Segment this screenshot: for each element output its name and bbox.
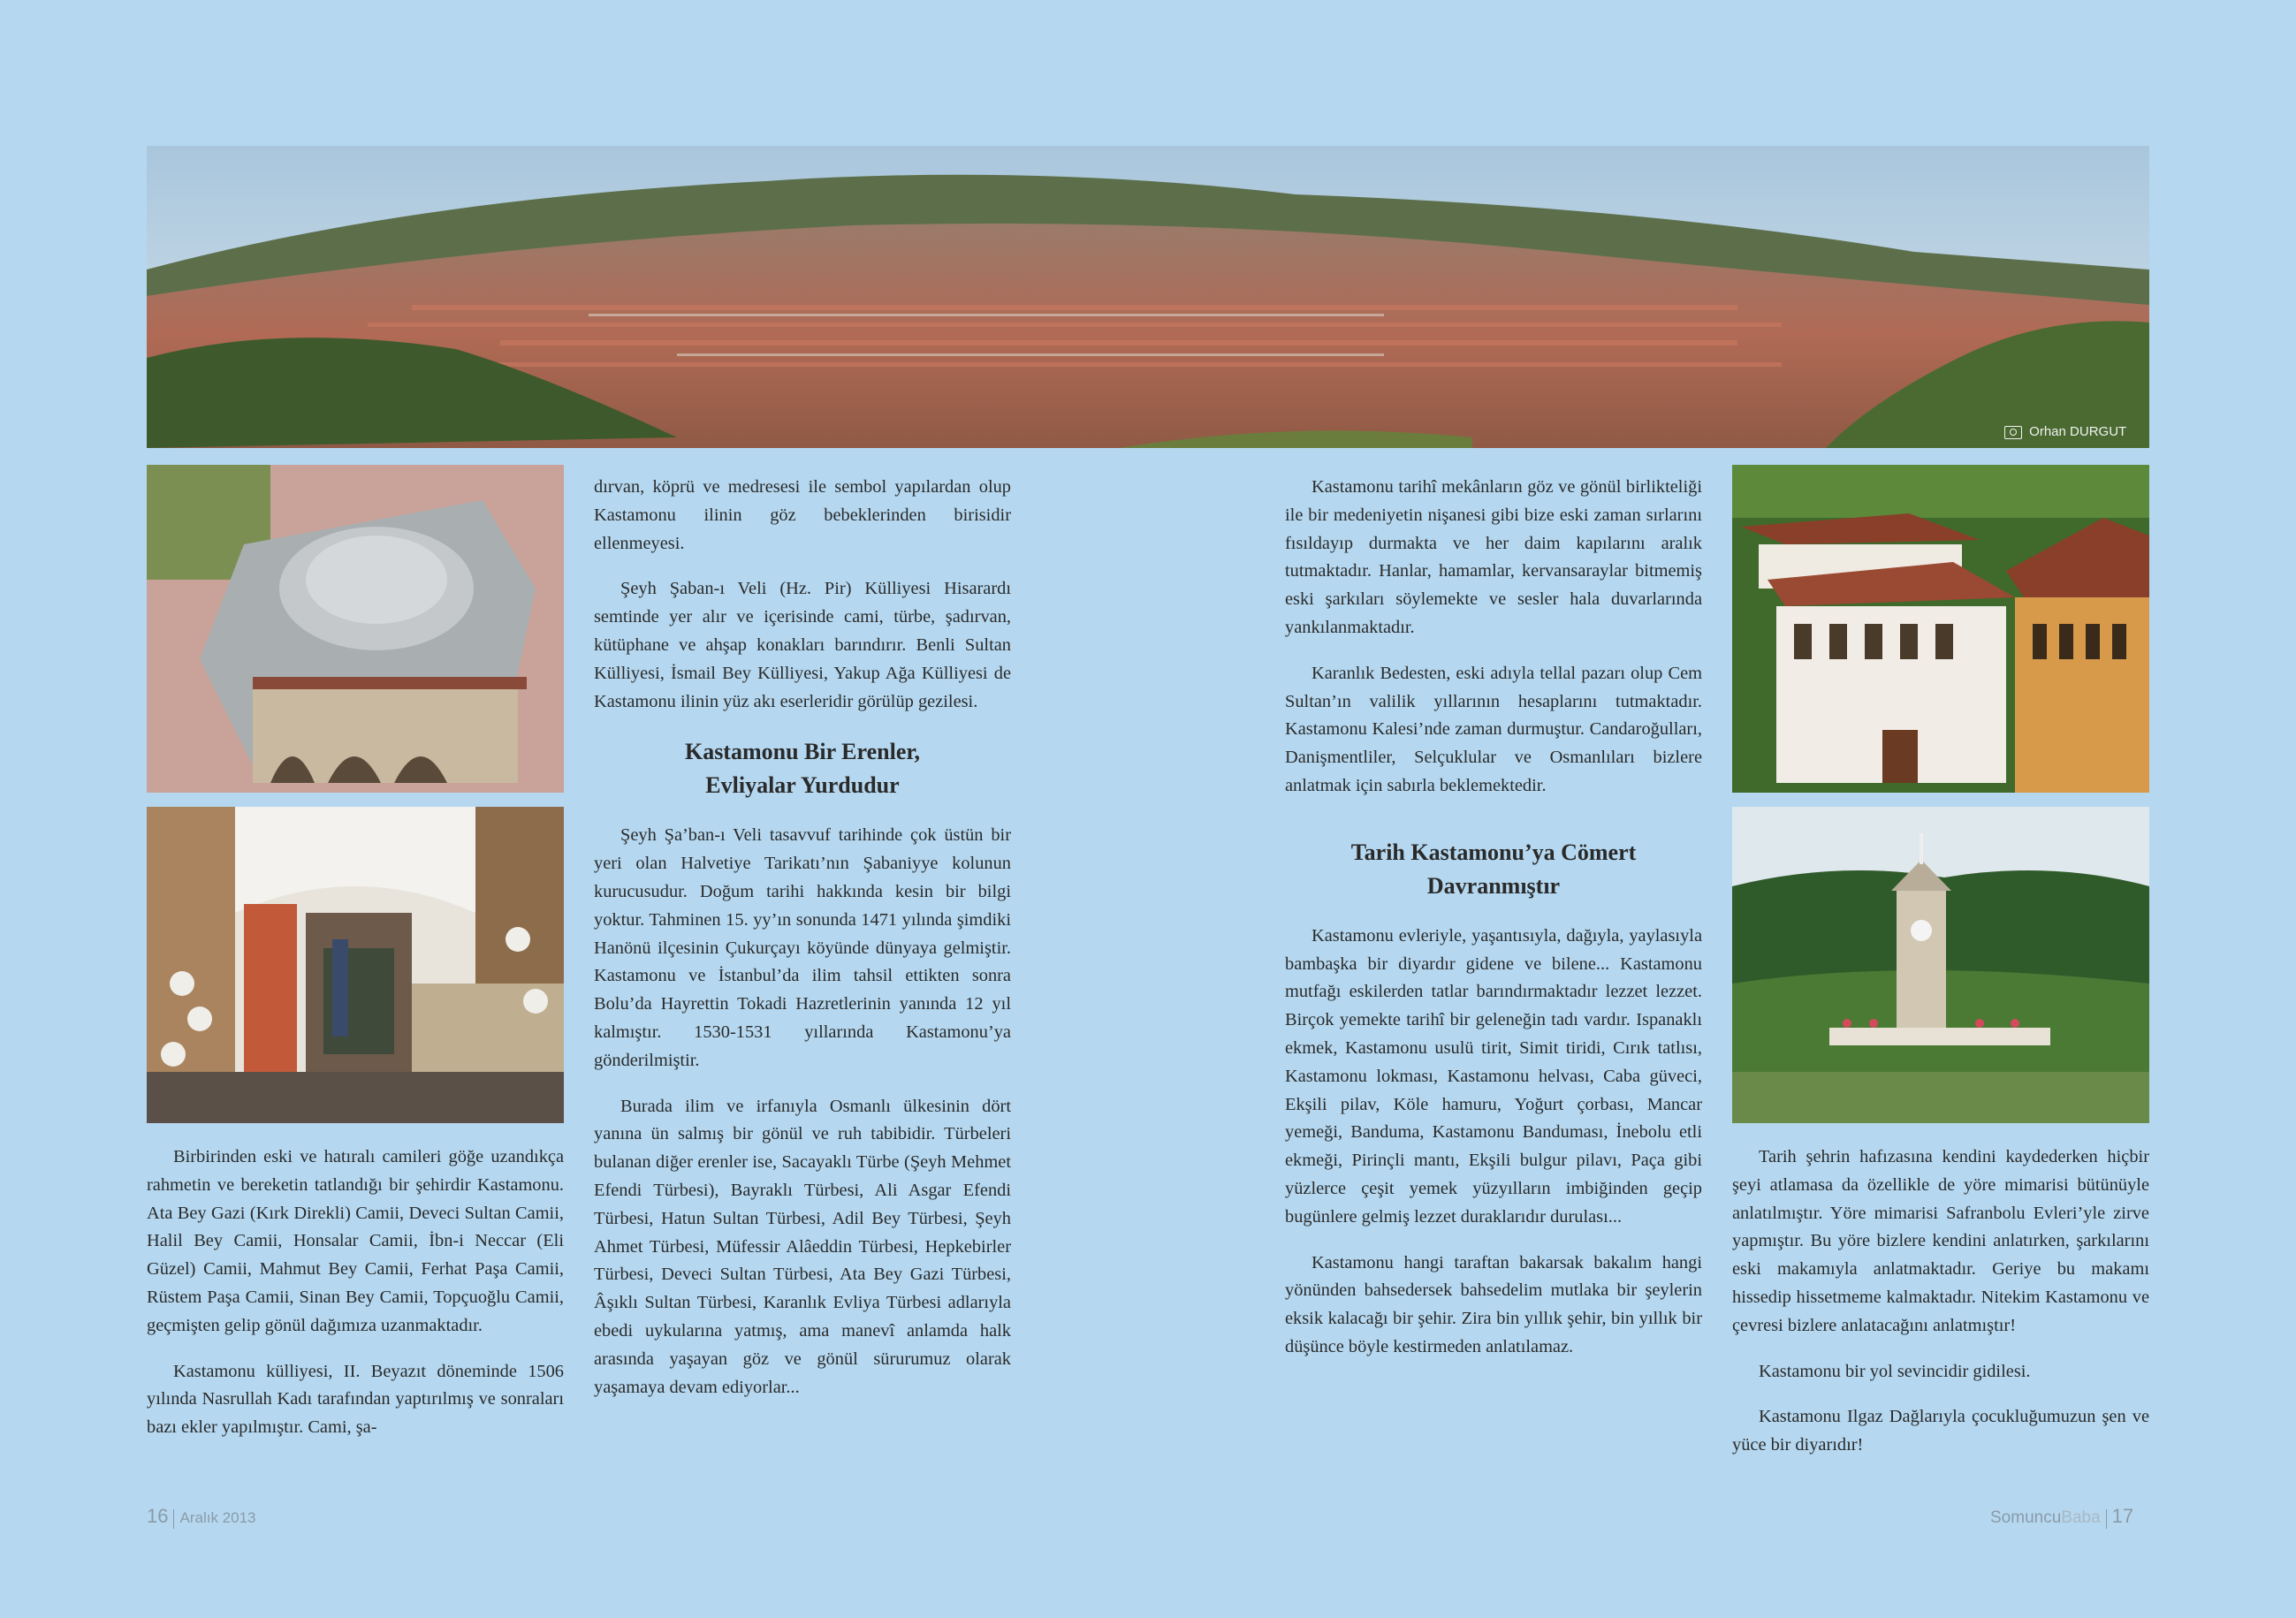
page-number: 17 bbox=[2111, 1505, 2134, 1527]
clock-tower-photo bbox=[1732, 807, 2149, 1123]
paragraph: Kastamonu tarihî mekânların göz ve gönül birlikteliği ile bir medeniyetin nişanesi gibi bize eski zaman sırlarını fısıldayıp durmakta ve her daim kapılarını aralık tutmaktadır. Hanlar, hamamlar, kervansaraylar bitmemiş eski şarkıları söylemekte ve sesler hala duvarlarında yankılanmaktadır. bbox=[1285, 477, 1702, 637]
paragraph: Kastamonu evleriyle, yaşantısıyla, dağıyla, yaylasıyla bambaşka bir diyardır gidene ve bilene... Kastamonu mutfağı eskilerden tatlar barındırmaktadır lezzet lezzet. Birçok yemekte tarihî bir geleneğin tadı vardır. Ispanaklı ekmek, Kastamonu usulü tirit, Simit tiridi, Cırık tatlısı, Kastamonu lokması, Kastamonu helvası, Caba güveci, Ekşili pilav, Köle hamuru, Yoğurt çorbası, Mancar yemeği, Banduma, Kastamonu Banduması, İnebolu etli ekmeği, Pirinçli mantı, Ekşili bulgur pilavı, Paça gibi yüzlerce çeşit yemek yüzyılların imbiğinden geçip bugünlere gelmiş lezzet duraklarıdır durulası... bbox=[1285, 925, 1702, 1227]
folio-divider bbox=[2106, 1509, 2107, 1529]
left-column-2 bbox=[594, 474, 1011, 1419]
paragraph: Şeyh Şaban-ı Veli (Hz. Pir) Külliyesi Hisarardı semtinde yer alır ve içerisinde cami, türbe, şadırvan, kütüphane ve ahşap konakları barındırır. Benli Sultan Külliyesi, İsmail Bey Külliyesi, Yakup Ağa Külliyesi de Kastamonu ilinin yüz akı eserleridir görülüp gezilesi. bbox=[594, 579, 1011, 711]
magazine-brand: SomuncuBaba bbox=[1990, 1508, 2101, 1527]
paragraph: Şeyh Şa’ban-ı Veli tasavvuf tarihinde çok üstün bir yeri olan Halvetiye Tarikatı’nın Şabaniyye kolunun kurucusudur. Doğum tarihi hakkında kesin bir bilgi yoktur. Tahminen 15. yy’ın sonunda 1471 yılında şimdiki Hanönü ilçesinin Çukurçayı köyünde dünyaya gelmiştir. Kastamonu ve İstanbul’da ilim tahsil ettikten sonra Bolu’da Hayrettin Tokadi Hazretlerinin yanında 12 yıl kalmıştır. 1530-1531 yıllarında Kastamonu’ya gönderilmiştir. bbox=[594, 825, 1011, 1070]
section-heading: Tarih Kastamonu’ya Cömert Davranmıştır bbox=[1350, 839, 1637, 899]
paragraph: Kastamonu hangi taraftan bakarsak bakalım hangi yönünden bahsedersek bahsedelim mutlaka bir şeylerin eksik kalacağı bir şehir. Zira bin yıllık şehir, bin yıllık bir düşünce böyle kestirmeden anlatılamaz. bbox=[1285, 1252, 1702, 1356]
bazaar-photo bbox=[147, 807, 564, 1123]
paragraph: Burada ilim ve irfanıyla Osmanlı ülkesinin dört yanına ün salmış bir gönül ve ruh tabibidir. Türbeleri bulanan diğer erenler ise, Sacayaklı Türbe (Şeyh Mehmet Efendi Türbesi), Bayraklı Türbesi, Ali Asgar Efendi Türbesi, Hatun Sultan Türbesi, Adil Bey Türbesi, Şeyh Ahmet Türbesi, Müfessir Alâeddin Türbesi, Hepkebirler Türbesi, Deveci Sultan Türbesi, Ata Bey Gazi Türbesi, Âşıklı Sultan Türbesi, Karanlık Evliya Türbesi adlarıyla ebedi uykularına yatmış, ama manevî anlamda halk arasında yaşayan göz ve gönül sürurumuz olarak yaşamaya devam ediyorlar... bbox=[594, 1096, 1011, 1397]
panorama-photo bbox=[147, 146, 2149, 448]
left-folio bbox=[147, 1505, 255, 1529]
paragraph: Birbirinden eski ve hatıralı camileri göğe uzandıkça rahmetin ve bereketin tatlandığı bir şehirdir Kastamonu. Ata Bey Gazi (Kırk Direkli) Camii, Deveci Sultan Camii, Halil Bey Camii, Honsalar Camii, İbn-i Neccar (Eli Güzel) Camii, Mahmut Bey Camii, Ferhat Paşa Camii, Rüstem Paşa Camii, Sinan Bey Camii, Topçuoğlu Camii, geçmişten gelip gönül dağımıza uzanmaktadır. bbox=[147, 1147, 564, 1335]
left-column-1 bbox=[147, 1143, 564, 1460]
folio-divider bbox=[173, 1509, 174, 1529]
paragraph: Kastamonu Ilgaz Dağlarıyla çocukluğumuzun şen ve yüce bir diyarıdır! bbox=[1732, 1407, 2149, 1455]
camera-icon bbox=[2004, 426, 2022, 439]
paragraph: Kastamonu külliyesi, II. Beyazıt döneminde 1506 yılında Nasrullah Kadı tarafından yaptırılmış ve sonraları bazı ekler yapılmıştır. Cami, şa- bbox=[147, 1361, 564, 1438]
paragraph: Tarih şehrin hafızasına kendini kaydederken hiçbir şeyi atlamasa da özellikle de yöre mimarisi bütünüyle anlatılmıştır. Yöre mimarisi Safranbolu Evleri’yle zirve yapmıştır. Bu yöre bizlere kendini anlatırken, şarkılarını eski makamıyla anlatmaktadır. Geriye bu makamı hissedip hissetmeme kalmaktadır. Nitekim Kastamonu ve çevresi bizlere anlatacağını anlatmıştır! bbox=[1732, 1147, 2149, 1335]
paragraph: dırvan, köprü ve medresesi ile sembol yapılardan olup Kastamonu ilinin göz bebeklerinden birisidir ellenmeyesi. bbox=[594, 477, 1011, 553]
mosque-aerial-photo bbox=[147, 465, 564, 793]
photo-credit: Orhan DURGUT bbox=[2004, 424, 2126, 439]
right-column-1 bbox=[1285, 474, 1702, 1379]
section-heading: Kastamonu Bir Erenler, Evliyalar Yurdudur bbox=[684, 739, 921, 799]
ottoman-houses-photo bbox=[1732, 465, 2149, 793]
right-column-2 bbox=[1732, 1143, 2149, 1477]
paragraph: Karanlık Bedesten, eski adıyla tellal pazarı olup Cem Sultan’ın valilik yıllarının hesaplarını tutmaktadır. Kastamonu Kalesi’nde zaman durmuştur. Candaroğulları, Danişmentliler, Selçuklular ve Osmanlıları bizlere anlatmak için sabırla beklemektedir. bbox=[1285, 663, 1702, 795]
issue-date: Aralık 2013 bbox=[179, 1509, 256, 1526]
right-folio bbox=[1990, 1505, 2133, 1529]
paragraph: Kastamonu bir yol sevincidir gidilesi. bbox=[1759, 1361, 2031, 1381]
page-number: 16 bbox=[147, 1505, 169, 1527]
